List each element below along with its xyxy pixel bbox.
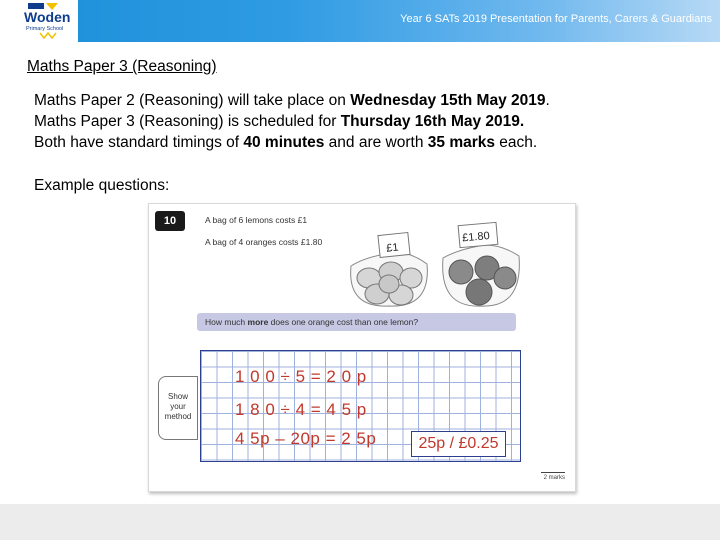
slide-title: Maths Paper 3 (Reasoning) (27, 58, 217, 75)
marks-line (541, 472, 565, 473)
working-line-2: 1 8 0 ÷ 4 = 4 5 p (235, 400, 367, 419)
orange-bag-price: £1.80 (461, 230, 491, 245)
slide-body (34, 90, 550, 153)
school-logo (0, 0, 78, 42)
lemon-bag-price: £1 (385, 241, 400, 255)
paper2-line: Maths Paper 2 (Reasoning) will take place on Wednesday 15th May 2019. (34, 92, 550, 109)
footer-bar (0, 504, 720, 540)
presentation-title: Year 6 SATs 2019 Presentation for Parents, Carers & Guardians (400, 13, 712, 25)
question-text-lemons: A bag of 6 lemons costs £1 (205, 215, 308, 225)
working-line-1: 1 0 0 ÷ 5 = 2 0 p (235, 367, 367, 386)
answer-box: 25p / £0.25 (411, 431, 506, 457)
timing-line: Both have standard timings of 40 minutes and are worth 35 marks each. (34, 134, 538, 151)
example-label: Example questions: (34, 177, 170, 194)
paper3-line: Maths Paper 3 (Reasoning) is scheduled for Thursday 16th May 2019. (34, 113, 525, 130)
orange-bag-illustration (439, 216, 525, 315)
header-bar (0, 0, 720, 42)
question-prompt: How much more does one orange cost than one lemon? (197, 313, 516, 331)
marks-label: 2 marks (543, 475, 565, 481)
lemon-bag-illustration (345, 218, 445, 315)
working-line-3: 4 5p – 20p = 2 5p (235, 429, 377, 448)
example-question-image (148, 203, 576, 492)
question-text-oranges: A bag of 4 oranges costs £1.80 (205, 237, 323, 247)
show-method-label: Show your method (158, 376, 198, 440)
working-grid (200, 350, 521, 462)
question-number-badge: 10 (155, 211, 185, 231)
svg-text:Primary School: Primary School (26, 26, 64, 32)
svg-text:Woden: Woden (24, 9, 71, 25)
